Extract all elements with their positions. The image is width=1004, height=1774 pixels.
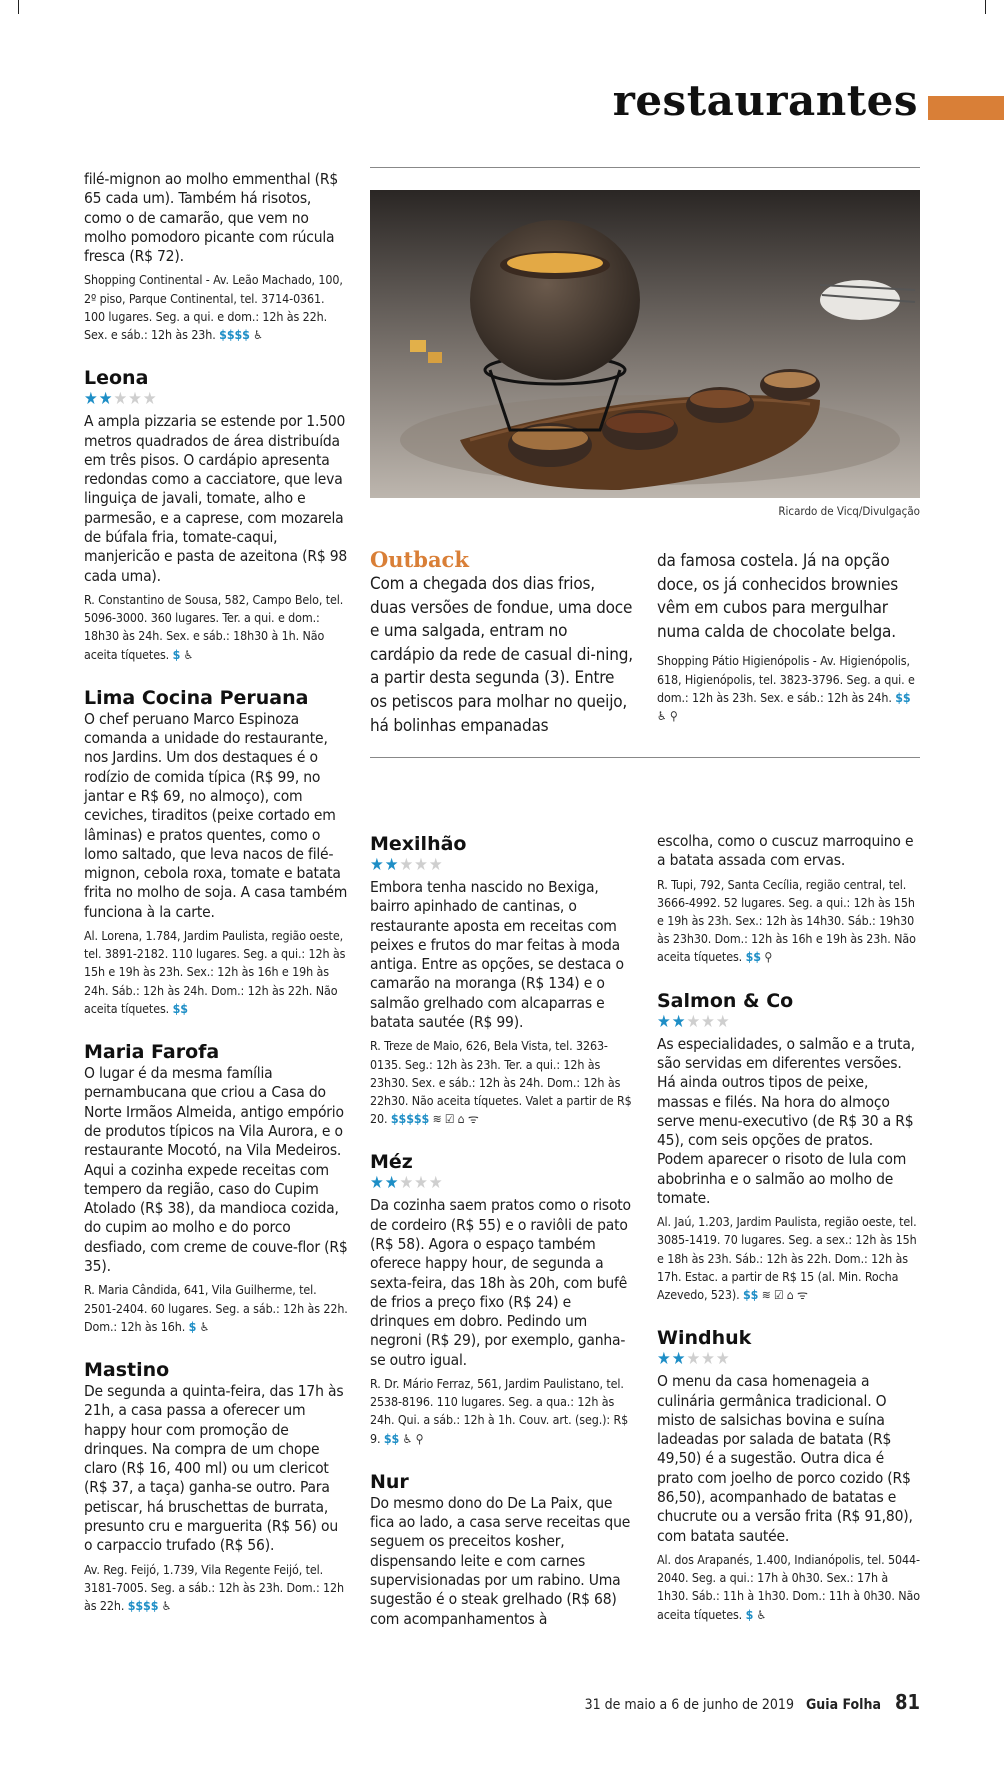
price-rating: $$$$ [219, 327, 250, 343]
restaurant-description: Embora tenha nascido no Bexiga, bairro apinhado de cantinas, o restaurante aposta em receitas com peixes e frutos do mar feitas à moda antiga. Entre as opções, se destaca o camarão na moranga (R$ 134) e o salmão grelhado com alcaparras e batata sautée (R$ 99). [370, 878, 624, 1032]
restaurant-name: Maria Farofa [84, 1041, 220, 1064]
price-rating: $$$$ [127, 1598, 159, 1614]
publication-name: Guia Folha [805, 1697, 881, 1713]
feature-description-part1: Com a chegada dos dias frios, duas versões de fondue, uma doce e uma salgada, entram no cardápio da rede de casual di-ning, a partir desta segunda (3). Entre os petiscos para molhar no queijo, há bolinhas empanadas [370, 574, 633, 736]
feature-restaurant-name: Outback [370, 547, 469, 572]
restaurant-entry-maria-farofa [84, 1040, 348, 1336]
restaurant-info: Av. Reg. Feijó, 1.739, Vila Regente Feijó, tel. 3181-7005. Seg. a sáb.: 12h às 23h. Dom.: 12h às 22h. $$$$ ♿ [84, 1561, 344, 1614]
crop-mark-left [18, 0, 19, 14]
restaurant-info: R. Dr. Mário Ferraz, 561, Jardim Paulistano, tel. 2538-8196. 110 lugares. Seg. a qua.: 12h às 24h. Qui. a sáb.: 12h à 1h. Couv. art. (seg.): R$ 9. $$ ♿ ⚲ [370, 1376, 629, 1446]
accessibility-icon: ♿ [756, 1607, 767, 1622]
section-title: restaurantes [612, 76, 918, 125]
restaurant-entry-nur [370, 1470, 634, 1629]
amenity-icons: ≋ ☑ ⌂ ᯤ [432, 1112, 479, 1127]
outback-right-column [657, 550, 920, 725]
restaurant-description: Do mesmo dono do De La Paix, que fica ao lado, a casa serve receitas que seguem os preceitos kosher, dispensando leite e com carnes supervisionadas por um rabino. Uma sugestão é o steak grelhado (R$ 68) com acompanhamentos à [370, 1493, 631, 1628]
star-rating: ★★★★★ [657, 1349, 731, 1370]
restaurant-name: Nur [370, 1470, 409, 1493]
restaurant-name: Leona [84, 367, 149, 390]
crop-mark-right [985, 0, 986, 14]
restaurant-entry-mez [370, 1150, 634, 1447]
feature-description-part2: da famosa costela. Já na opção doce, os já conhecidos brownies vêm em cubos para mergulhar numa calda de chocolate belga. [657, 551, 898, 642]
page-number: 81 [894, 1690, 920, 1714]
fondue-photo [370, 190, 920, 498]
restaurant-description: O lugar é da mesma família pernambucana que criou a Casa do Norte Irmãos Almeida, antigo empório de produtos típicos na Vila Aurora, e o restaurante Mocotó, na Vila Medeiros. Aqui a cozinha expede receitas com tempero da região, caso do Cupim Atolado (R$ 38), da mandioca cozida, do cupim ao molho e do porco desfiado, com creme de couve-flor (R$ 35). [84, 1064, 348, 1276]
price-rating: $ [172, 646, 181, 662]
restaurant-info: Al. Lorena, 1.784, Jardim Paulista, região oeste, tel. 3891-2182. 110 lugares. Seg. a qui.: 12h às 15h e 19h às 23h. Sex.: 12h às 16h e 19h às 24h. Sáb.: 12h às 24h. Dom.: 12h às 22h. Não aceita tíquetes. $$ [84, 928, 346, 1016]
price-rating: $$ [383, 1430, 400, 1446]
amenity-icons: ≋ ☑ ⌂ ᯤ [761, 1288, 808, 1303]
price-rating: $$ [172, 1000, 188, 1016]
column-3 [370, 832, 634, 1629]
star-rating: ★★★★★ [370, 855, 444, 875]
restaurant-entry-mexilhao [370, 832, 634, 1128]
accessibility-icon: ♿ [253, 328, 263, 343]
restaurant-name: Lima Cocina Peruana [84, 686, 309, 709]
price-rating: $ [188, 1318, 197, 1334]
restaurant-info: Al. dos Arapanés, 1.400, Indianópolis, tel. 5044-2040. Seg. a qui.: 17h à 0h30. Sex.: 17h à 1h30. Sáb.: 11h à 1h30. Dom.: 11h à 0h30. Não aceita tíquetes. $ ♿ [657, 1551, 920, 1622]
restaurant-entry-mastino [84, 1358, 348, 1615]
amenity-icons: ♿ ⚲ [402, 1431, 424, 1446]
column-4 [657, 832, 920, 1624]
outback-left-column [370, 547, 634, 738]
restaurant-description: O menu da casa homenageia a culinária germânica tradicional. O misto de salsichas bovina e suína ladeadas por salada de batata (R$ 49,50) é a sugestão. Outra dica é prato com joelho de porco cozido (R$ 86,50), acompanhado de batatas e chucrute ou a versão frita (R$ 91,80), com batata sautée. [657, 1372, 913, 1545]
restaurant-entry-lima [84, 686, 348, 1018]
top-rule [370, 167, 920, 168]
intro-body: filé-mignon ao molho emmenthal (R$ 65 cada um). Também há risotos, como o de camarão, que vem no molho pomodoro picante com rúcula fresca (R$ 72). [84, 170, 339, 266]
accessibility-icon: ♿ [161, 1599, 172, 1614]
page-footer [585, 1690, 920, 1714]
restaurant-description: A ampla pizzaria se estende por 1.500 metros quadrados de área distribuída em três pisos. O cardápio apresenta redondas como a cacciatore, que leva linguiça de javali, tomate, alho e parmesão, e a caprese, com mozarela de búfala fria, tomate-caqui, manjericão e pasta de azeitona (R$ 98 cada uma). [84, 412, 348, 585]
accessibility-icon: ♿ ⚲ [657, 708, 678, 723]
section-accent-bar [928, 96, 1004, 120]
intro-info: Shopping Continental - Av. Leão Machado, 100, 2º piso, Parque Continental, tel. 3714-0361. 100 lugares. Seg. a qui. e dom.: 12h às 22h. Sex. e sáb.: 12h às 23h. $$$$ ♿ [84, 272, 343, 343]
restaurant-info: Al. Jaú, 1.203, Jardim Paulista, região oeste, tel. 3085-1419. 70 lugares. Seg. a sex.: 12h às 15h e 18h às 23h. Sáb.: 12h às 22h. Dom.: 12h às 17h. Estac. a partir de R$ 15 (al. Min. Rocha Azevedo, 523). $$ ≋ ☑ ⌂ ᯤ [657, 1214, 917, 1303]
restaurant-description: De segunda a quinta-feira, das 17h às 21h, a casa passa a oferecer um happy hour com promoção de drinques. Na compra de um chope claro (R$ 16, 400 ml) ou um clericot (R$ 37, a taça) ganha-se outro. Para petiscar, há bruschettas de burrata, presunto cru e marguerita (R$ 56) ou o carpaccio trufado (R$ 56). [84, 1381, 344, 1555]
restaurant-entry-windhuk [657, 1326, 920, 1623]
star-rating: ★★★★★ [370, 1173, 444, 1194]
photo-credit: Ricardo de Vicq/Divulgação [778, 504, 920, 518]
restaurant-description: Da cozinha saem pratos como o risoto de cordeiro (R$ 55) e o raviôli de pato (R$ 58). Agora o espaço também oferece happy hour, de segunda a sexta-feira, das 18h às 20h, com bufê de frios a preço fixo (R$ 24) e drinques em dobro. Pedindo um negroni (R$ 29), por exemplo, ganha-se outro igual. [370, 1196, 631, 1369]
restaurant-info: R. Treze de Maio, 626, Bela Vista, tel. 3263-0135. Seg.: 12h às 23h. Ter. a qui.: 12h às 23h30. Sex. e sáb.: 12h às 24h. Dom.: 12h às 22h30. Não aceita tíquetes. Valet a partir de R$ 20. $$$$$ ≋ ☑ ⌂ ᯤ [370, 1038, 632, 1127]
star-rating: ★★★★★ [84, 389, 158, 410]
amenity-icons: ⚲ [764, 950, 773, 965]
nur-continued-body: escolha, como o cuscuz marroquino e a batata assada com ervas. [657, 832, 914, 870]
restaurant-description: O chef peruano Marco Espinoza comanda a unidade do restaurante, nos Jardins. Um dos destaques é o rodízio de comida típica (R$ 99, no jantar e R$ 69, no almoço), com ceviches, tiraditos (peixe cortado em lâminas) e pratos quentes, como o lomo saltado, que leva nacos de filé-mignon, cebola roxa, tomate e batata frita no molho de soja. A casa também funciona à la carte. [84, 709, 348, 921]
price-rating: $$ [895, 689, 911, 705]
price-rating: $$$$$ [390, 1111, 430, 1127]
column-1 [84, 170, 348, 1615]
fondue-photo-illustration [370, 190, 920, 498]
feature-info: Shopping Pátio Higienópolis - Av. Higienópolis, 618, Higienópolis, tel. 3823-3796. Seg. a qui. e dom.: 12h às 23h. Sex. e sáb.: 12h às 24h. $$ ♿ ⚲ [657, 653, 915, 723]
issue-date: 31 de maio a 6 de junho de 2019 [584, 1697, 794, 1713]
accessibility-icon: ♿ [183, 647, 194, 662]
star-rating: ★★★★★ [657, 1011, 731, 1032]
restaurant-name: Salmon & Co [657, 989, 794, 1012]
feature-bottom-rule [370, 757, 920, 758]
restaurant-info: R. Maria Cândida, 641, Vila Guilherme, tel. 2501-2404. 60 lugares. Seg. a sáb.: 12h às 22h. Dom.: 12h às 16h. $ ♿ [84, 1282, 348, 1334]
restaurant-entry-leona [84, 366, 348, 663]
restaurant-name: Mastino [84, 1358, 170, 1381]
price-rating: $$ [745, 949, 761, 965]
price-rating: $ [745, 1606, 754, 1622]
nur-info: R. Tupi, 792, Santa Cecília, região central, tel. 3666-4992. 52 lugares. Seg. a qui.: 12h às 15h e 19h às 23h. Sex.: 12h às 14h30. Sáb.: 19h30 às 23h30. Dom.: 12h às 16h e 19h às 23h. Não aceita tíquetes. $$ ⚲ [657, 876, 916, 965]
accessibility-icon: ♿ [199, 1319, 210, 1334]
restaurant-entry-salmon-co [657, 989, 920, 1305]
price-rating: $$ [742, 1287, 759, 1303]
restaurant-name: Windhuk [657, 1327, 752, 1350]
restaurant-name: Mexilhão [370, 833, 467, 855]
restaurant-info: R. Constantino de Sousa, 582, Campo Belo, tel. 5096-3000. 360 lugares. Ter. a qui. e dom.: 18h30 às 24h. Sex. e sáb.: 18h30 à 1h. Não aceita tíquetes. $ ♿ [84, 591, 344, 662]
restaurant-name: Méz [370, 1151, 413, 1174]
restaurant-description: As especialidades, o salmão e a truta, são servidas em diferentes versões. Há ainda outros tipos de peixe, massas e filés. Na hora do almoço serve menu-executivo (de R$ 30 a R$ 45), com seis opções de pratos. Podem aparecer o risoto de lula com abobrinha e o salmão ao molho de tomate. [657, 1034, 915, 1207]
